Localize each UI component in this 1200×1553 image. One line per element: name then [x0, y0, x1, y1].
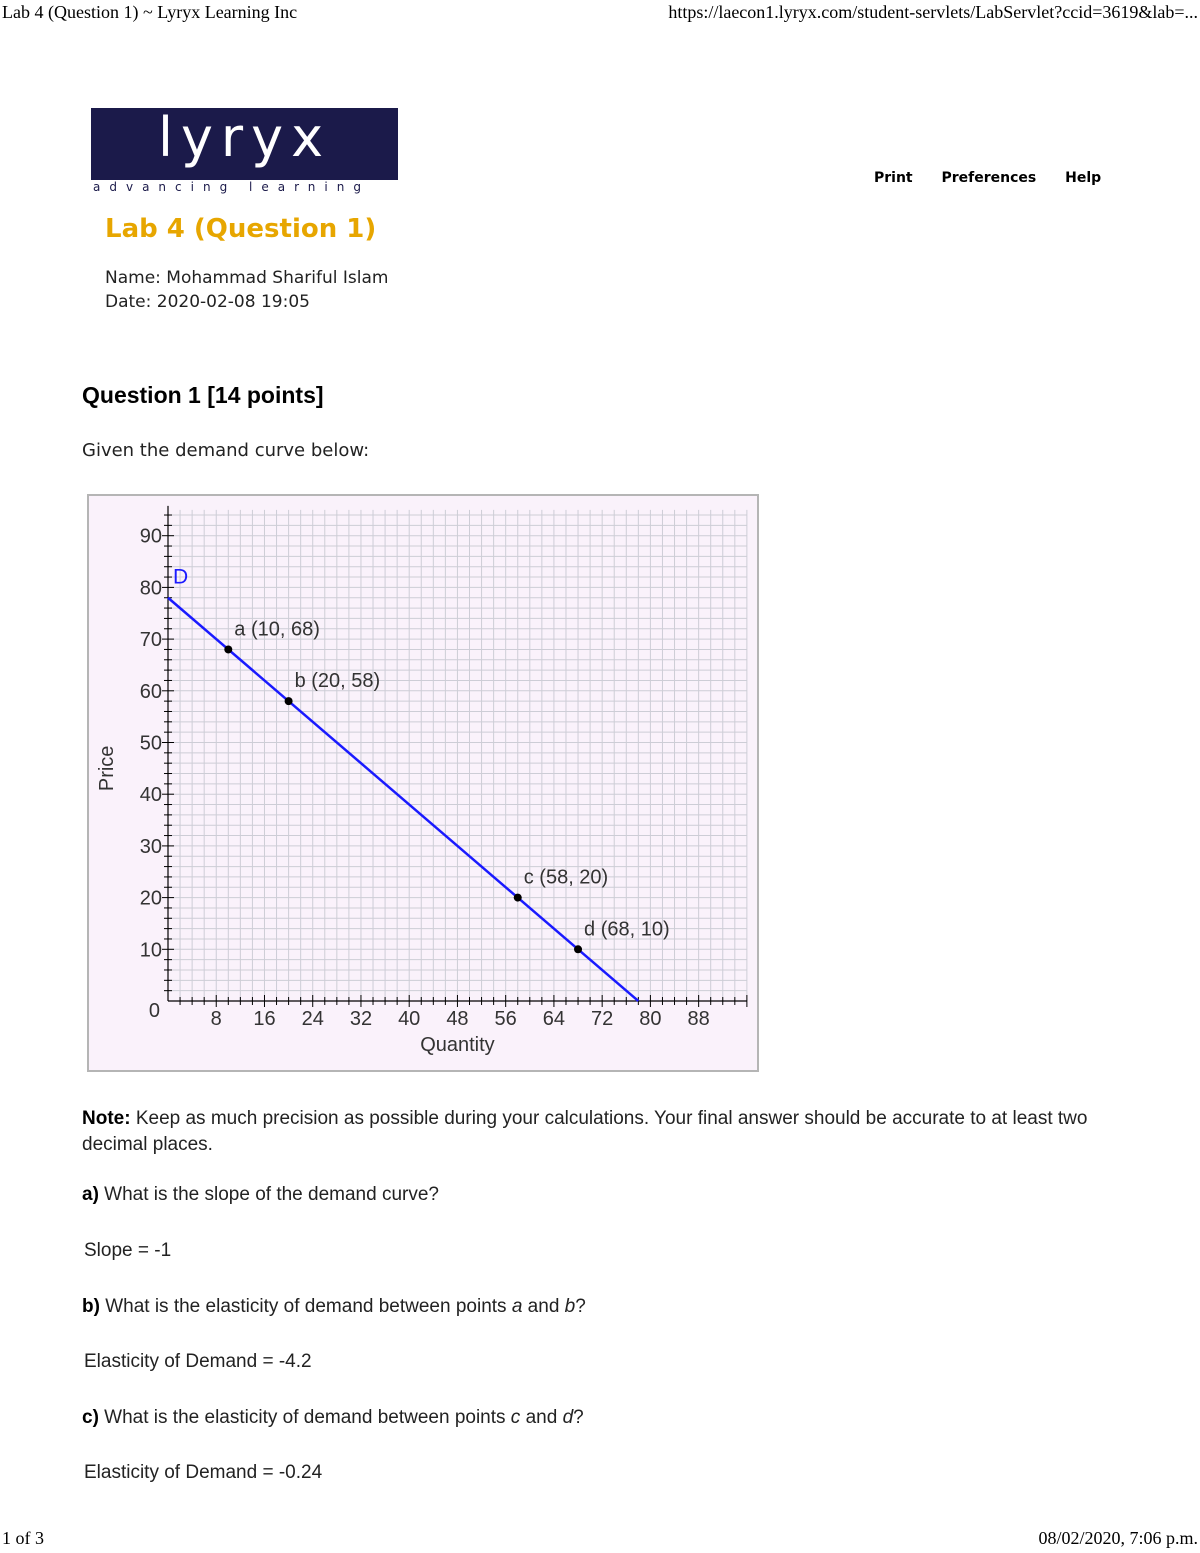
- x-tick-label: 80: [639, 1008, 662, 1030]
- x-axis-label: Quantity: [420, 1034, 495, 1056]
- question-intro: Given the demand curve below:: [82, 440, 370, 461]
- note-paragraph: [82, 1106, 1132, 1158]
- part-b-label: b): [82, 1296, 100, 1317]
- print-footer-page: 1 of 3: [2, 1528, 44, 1548]
- x-tick-label: 72: [591, 1008, 614, 1030]
- demand-curve-label: D: [173, 565, 189, 589]
- y-tick-label: 90: [139, 525, 162, 548]
- demand-chart: [87, 494, 759, 1072]
- x-tick-label: 64: [542, 1008, 566, 1030]
- part-c-text: What is the elasticity of demand between points: [98, 1407, 511, 1428]
- print-header-title: Lab 4 (Question 1) ~ Lyryx Learning Inc: [2, 2, 298, 22]
- answer-b: Elasticity of Demand = -4.2: [84, 1351, 312, 1372]
- y-tick-label: 30: [139, 835, 162, 858]
- part-c-qmark: ?: [573, 1407, 584, 1428]
- print-footer-datetime: 08/02/2020, 7:06 p.m.: [1038, 1528, 1198, 1548]
- lyryx-logo: [91, 108, 398, 194]
- y-tick-label: 10: [139, 939, 162, 962]
- origin-label: 0: [148, 1000, 160, 1022]
- y-tick-label: 50: [139, 732, 162, 755]
- x-tick-label: 32: [349, 1008, 373, 1030]
- demand-curve-line: [168, 598, 638, 1001]
- note-label: Note:: [82, 1108, 131, 1129]
- y-tick-label: 60: [139, 680, 162, 703]
- question-heading: Question 1 [14 points]: [82, 382, 324, 408]
- data-point: [224, 645, 232, 653]
- data-point: [574, 945, 582, 953]
- logo-wordmark: lyryx: [157, 108, 332, 169]
- student-name: Name: Mohammad Shariful Islam: [105, 268, 389, 288]
- data-point: [285, 697, 293, 705]
- x-tick-label: 24: [301, 1008, 324, 1030]
- top-nav: [874, 170, 1125, 186]
- submission-date: Date: 2020-02-08 19:05: [105, 292, 310, 312]
- answer-c: Elasticity of Demand = -0.24: [84, 1462, 323, 1483]
- question-a: [82, 1184, 439, 1206]
- lab-title: Lab 4 (Question 1): [105, 214, 377, 244]
- y-tick-label: 80: [139, 577, 162, 600]
- data-point-label: c (58, 20): [523, 866, 609, 889]
- part-c-point-1: c: [510, 1407, 521, 1428]
- part-a-text: What is the slope of the demand curve?: [98, 1184, 439, 1205]
- y-axis-label: Price: [96, 745, 118, 792]
- print-link[interactable]: Print: [874, 170, 913, 186]
- x-tick-label: 16: [253, 1008, 276, 1030]
- part-c-label: c): [82, 1407, 99, 1428]
- print-header-url: https://laecon1.lyryx.com/student-servlets/LabServlet?ccid=3619&lab=...: [668, 2, 1198, 22]
- question-c: [82, 1407, 584, 1429]
- data-point: [514, 894, 522, 902]
- data-point-label: b (20, 58): [294, 670, 381, 693]
- help-link[interactable]: Help: [1065, 170, 1102, 186]
- part-b-text: What is the elasticity of demand between points: [99, 1296, 512, 1317]
- x-tick-label: 88: [687, 1008, 710, 1030]
- y-tick-label: 40: [139, 784, 162, 807]
- question-b: [82, 1296, 586, 1318]
- preferences-link[interactable]: Preferences: [941, 170, 1037, 186]
- part-c-and: and: [520, 1407, 563, 1428]
- logo-tagline: advancing learning: [91, 180, 398, 194]
- x-tick-label: 40: [398, 1008, 421, 1030]
- part-a-label: a): [82, 1184, 99, 1205]
- data-point-label: d (68, 10): [584, 918, 670, 941]
- part-b-point-2: b: [564, 1296, 576, 1317]
- y-tick-label: 70: [139, 629, 162, 652]
- part-b-qmark: ?: [575, 1296, 586, 1317]
- answer-a: Slope = -1: [84, 1240, 172, 1261]
- part-b-and: and: [522, 1296, 565, 1317]
- demand-chart-svg: [89, 496, 757, 1070]
- y-tick-label: 20: [139, 887, 162, 910]
- x-tick-label: 8: [210, 1008, 222, 1030]
- x-tick-label: 48: [446, 1008, 469, 1030]
- note-text: Keep as much precision as possible during your calculations. Your final answer should be accurate to at least two decimal places.: [82, 1108, 1088, 1155]
- data-point-label: a (10, 68): [234, 618, 320, 641]
- x-tick-label: 56: [494, 1008, 517, 1030]
- part-b-point-1: a: [511, 1296, 523, 1317]
- part-c-point-2: d: [562, 1407, 574, 1428]
